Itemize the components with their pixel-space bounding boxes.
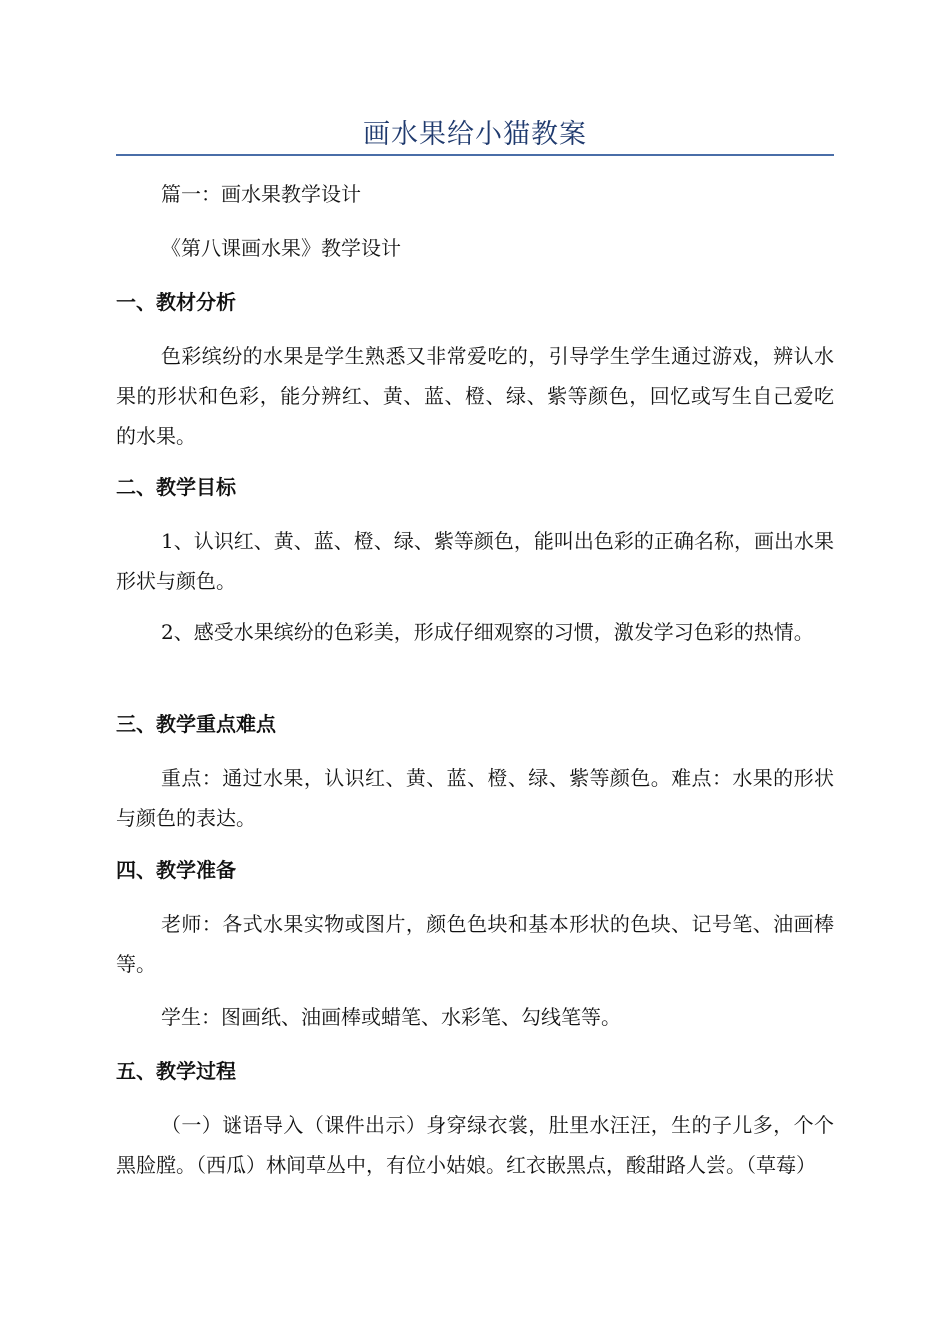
- title-underline: [116, 154, 834, 156]
- heading-teaching-goals: 二、教学目标: [116, 475, 236, 499]
- heading-key-difficult-points: 三、教学重点难点: [116, 712, 276, 736]
- paragraph-riddle-intro: （一）谜语导入（课件出示）身穿绿衣裳，肚里水汪汪，生的子儿多，个个黑脸膛。（西瓜）林间草丛中，有位小姑娘。红衣嵌黑点，酸甜路人尝。（草莓）: [116, 1113, 834, 1177]
- paragraph-goal-2: 2、感受水果缤纷的色彩美，形成仔细观察的习惯，激发学习色彩的热情。: [161, 620, 814, 644]
- paragraph-goal-1: 1、认识红、黄、蓝、橙、绿、紫等颜色，能叫出色彩的正确名称，画出水果形状与颜色。: [116, 529, 834, 593]
- heading-preparation: 四、教学准备: [116, 858, 236, 882]
- paragraph-lesson-title: 《第八课画水果》教学设计: [161, 236, 401, 260]
- paragraph-key-difficult-points: 重点：通过水果，认识红、黄、蓝、橙、绿、紫等颜色。难点：水果的形状与颜色的表达。: [116, 766, 834, 830]
- heading-material-analysis: 一、教材分析: [116, 290, 236, 314]
- paragraph-student-prep: 学生：图画纸、油画棒或蜡笔、水彩笔、勾线笔等。: [161, 1005, 621, 1029]
- heading-teaching-process: 五、教学过程: [116, 1059, 236, 1083]
- paragraph-material-analysis: 色彩缤纷的水果是学生熟悉又非常爱吃的，引导学生学生通过游戏，辨认水果的形状和色彩，能分辨红、黄、蓝、橙、绿、紫等颜色，回忆或写生自己爱吃的水果。: [116, 344, 834, 448]
- paragraph-teacher-prep: 老师：各式水果实物或图片，颜色色块和基本形状的色块、记号笔、油画棒等。: [116, 912, 834, 976]
- document-title: 画水果给小猫教案: [363, 119, 587, 150]
- paragraph-part-one-title: 篇一：画水果教学设计: [161, 182, 361, 206]
